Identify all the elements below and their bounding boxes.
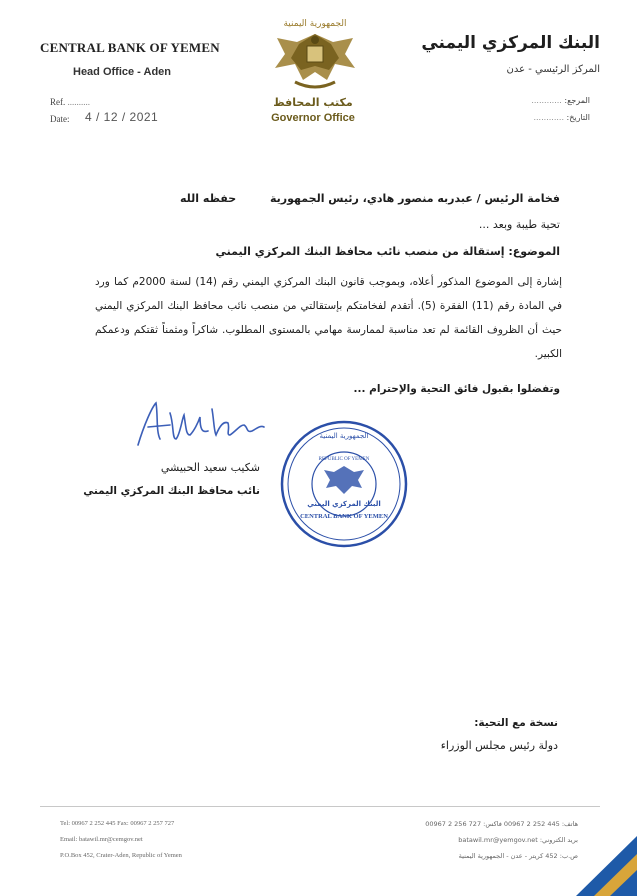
addressee: فخامة الرئيس / عبدربه منصور هادي، رئيس الجمهورية (269, 192, 560, 205)
official-stamp-icon (278, 418, 410, 550)
stamp-arc-text: الجمهورية اليمنية (319, 432, 369, 440)
signer-name: شكيب سعيد الحبيشي (160, 461, 260, 474)
corner-decoration-icon (566, 826, 637, 896)
en-head-office: Head Office - Aden (73, 66, 171, 78)
ref-label: Ref. .......... (50, 97, 90, 107)
footer-en-tel: Tel: 00967 2 252 445 Fax: 00967 2 257 727 (60, 820, 175, 827)
handwritten-signature-icon (130, 395, 270, 455)
stamp-en-text: CENTRAL BANK OF YEMEN (300, 513, 388, 520)
stamp-top-text: REPUBLIC OF YEMEN (318, 457, 370, 462)
footer-ar-email: بريد الكتروني: batawil.mr@yemgov.net (458, 836, 578, 844)
ar-date-label: التاريخ: ............ (533, 113, 590, 122)
footer-en-address: P.O.Box 452, Crater-Aden, Republic of Yemen (60, 852, 182, 859)
emblem-script: الجمهورية اليمنية (283, 19, 347, 29)
greeting: تحية طيبة وبعد ... (478, 218, 560, 231)
en-bank-name: CENTRAL BANK OF YEMEN (40, 40, 220, 55)
ar-bank-name: البنك المركزي اليمني (421, 33, 600, 53)
date-label: Date: (50, 114, 70, 124)
eagle-emblem-icon (255, 8, 375, 102)
salutation-blessing: حفظه الله (180, 192, 237, 205)
footer-ar-address: ص.ب: 452 كريتر - عدن - الجمهورية اليمنية (458, 852, 578, 860)
subject-line: الموضوع: إستقالة من منصب نائب محافظ البنك المركزي اليمني (215, 245, 560, 258)
signer-title: نائب محافظ البنك المركزي اليمني (83, 485, 260, 497)
en-governor-office: Governor Office (271, 112, 355, 124)
ar-governor-office: مكتب المحافظ (273, 96, 353, 109)
ar-head-office: المركز الرئيسي - عدن (506, 64, 600, 75)
ar-ref-label: المرجع: ............ (531, 96, 590, 105)
cc-recipient: دولة رئيس مجلس الوزراء (440, 739, 558, 752)
closing-line: وتفضلوا بقبول فائق التحية والإحترام ... (353, 383, 560, 395)
date-value: 4 / 12 / 2021 (85, 110, 159, 124)
cc-title: نسخة مع التحية: (474, 717, 558, 729)
stamp-ar-text: البنك المركزي اليمني (307, 500, 381, 508)
footer-en-email: Email: batawil.mr@cemgov.net (60, 836, 143, 843)
footer-ar-tel: هاتف: 445 252 2 00967 فاكس: 727 256 2 00967 (425, 820, 578, 828)
letter-body: إشارة إلى الموضوع المذكور أعلاه، وبموجب قانون البنك المركزي اليمني رقم (14) لسنة 2000م كما ورد في المادة رقم (11) الفقرة (5). أتقدم لفخامتكم بإستقالتي من منصب نائب محافظ البنك المركزي اليمني حيث أن الظروف القائمة لم تعد مناسبة لممارسة مهامي بالمستوى المطلوب. شاكراً ومثمناً ثقتكم ودعمكم الكبير. (95, 276, 563, 360)
footer-divider (40, 806, 600, 807)
